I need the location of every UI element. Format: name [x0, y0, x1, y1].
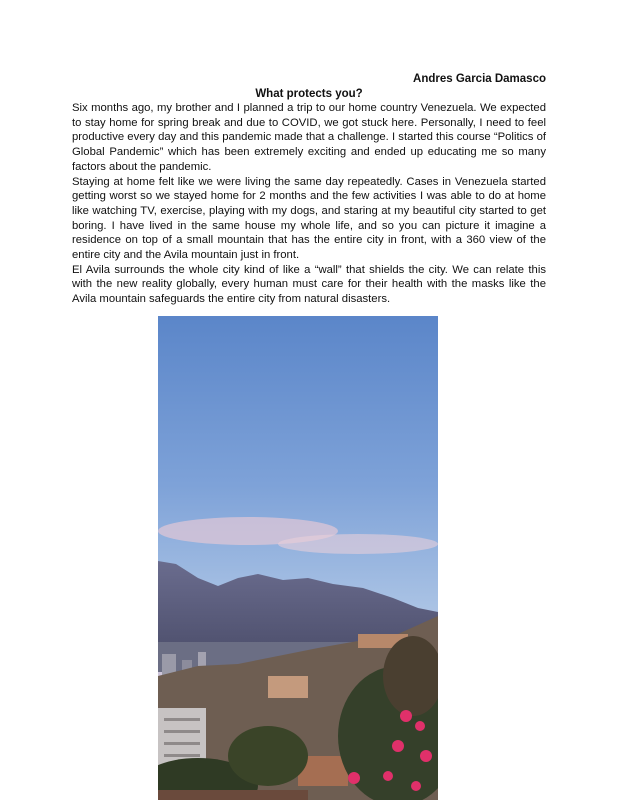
flower: [411, 781, 421, 791]
paragraph-3: El Avila surrounds the whole city kind of like a “wall” that shields the city. We can relate this with the new reality globally, every human must care for their health with the masks like the Avila mountain safeguards the entire city from natural disasters.: [72, 263, 546, 306]
paragraph-2: Staying at home felt like we were living the same day repeatedly. Cases in Venezuela started getting worst so we stayed home for 2 months and the few activities I was able to do at home like watching TV, exercise, playing with my dogs, and staring at my beautiful city started to get boring. I have lived in the same house my whole life, and so you can picture it imagine a residence on top of a small mountain that has the entire city in front, with a 360 view of the entire city and the Avila mountain just in front.: [72, 175, 546, 262]
window-row: [164, 718, 200, 721]
page-title: What protects you?: [255, 88, 363, 100]
flower: [392, 740, 404, 752]
flower: [420, 750, 432, 762]
body-text: [72, 101, 546, 307]
roof: [158, 790, 308, 800]
flower: [415, 721, 425, 731]
house: [268, 676, 308, 698]
author-name: Andres Garcia Damasco: [413, 73, 546, 85]
photo-illustration: [158, 316, 438, 800]
cloud: [278, 534, 438, 554]
paragraph-1: Six months ago, my brother and I planned a trip to our home country Venezuela. We expected to stay home for spring break and due to COVID, we got stuck here. Personally, I need to feel productive every day and this pandemic made that a challenge. I started this course “Politics of Global Pandemic” which has been extremely exciting and ended up educating me so many factors about the pandemic.: [72, 102, 546, 173]
window-row: [164, 730, 200, 733]
window-row: [164, 754, 200, 757]
flower: [400, 710, 412, 722]
city-mountain-photo: [158, 316, 438, 800]
foliage: [228, 726, 308, 786]
flower: [348, 772, 360, 784]
flower: [383, 771, 393, 781]
window-row: [164, 742, 200, 745]
